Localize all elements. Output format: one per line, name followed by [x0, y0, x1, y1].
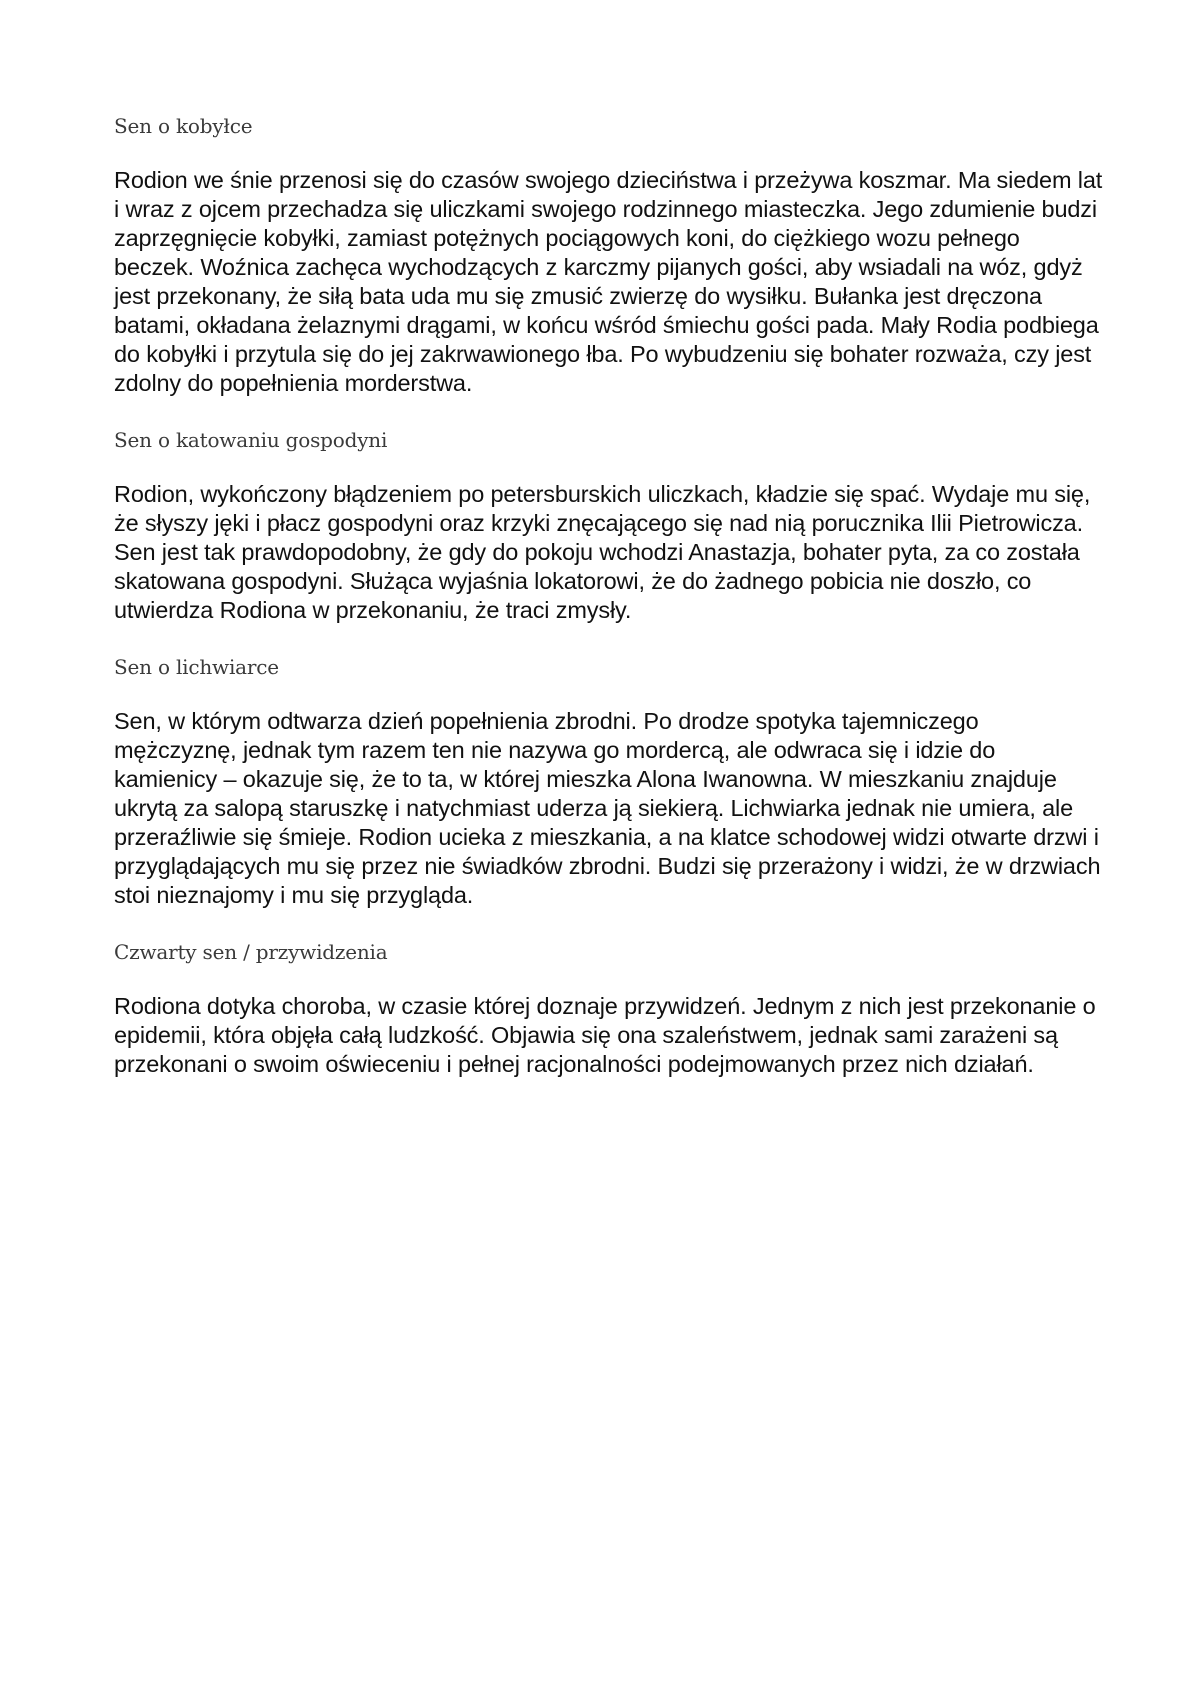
section-heading: Sen o katowaniu gospodyni	[114, 428, 388, 452]
section-sen-o-lichwiarce	[114, 653, 1104, 910]
section-czwarty-sen	[114, 938, 1104, 1079]
section-heading: Czwarty sen / przywidzenia	[114, 940, 388, 964]
document-content	[114, 112, 1104, 1107]
section-paragraph: Rodiona dotyka choroba, w czasie której doznaje przywidzeń. Jednym z nich jest przekonanie o epidemii, która objęła całą ludzkość. Objawia się ona szaleństwem, jednak sami zarażeni są przekonani o swoim oświeceniu i pełnej racjonalności podejmowanych przez nich działań.	[114, 993, 1096, 1077]
section-paragraph: Sen, w którym odtwarza dzień popełnienia zbrodni. Po drodze spotyka tajemniczego mężczyznę, jednak tym razem ten nie nazywa go mordercą, ale odwraca się i idzie do kamienicy – okazuje się, że to ta, w której mieszka Alona Iwanowna. W mieszkaniu znajduje ukrytą za salopą staruszkę i natychmiast uderza ją siekierą. Lichwiarka jednak nie umiera, ale przeraźliwie się śmieje. Rodion ucieka z mieszkania, a na klatce schodowej widzi otwarte drzwi i przyglądających mu się przez nie świadków zbrodni. Budzi się przerażony i widzi, że w drzwiach stoi nieznajomy i mu się przygląda.	[114, 708, 1101, 908]
section-sen-o-katowaniu-gospodyni	[114, 426, 1104, 625]
section-paragraph: Rodion, wykończony błądzeniem po petersburskich uliczkach, kładzie się spać. Wydaje mu się, że słyszy jęki i płacz gospodyni oraz krzyki znęcającego się nad nią porucznika Ilii Pietrowicza. Sen jest tak prawdopodobny, że gdy do pokoju wchodzi Anastazja, bohater pyta, za co została skatowana gospodyni. Służąca wyjaśnia lokatorowi, że do żadnego pobicia nie doszło, co utwierdza Rodiona w przekonaniu, że traci zmysły.	[114, 481, 1091, 623]
section-paragraph: Rodion we śnie przenosi się do czasów swojego dzieciństwa i przeżywa koszmar. Ma siedem lat i wraz z ojcem przechadza się uliczkami swojego rodzinnego miasteczka. Jego zdumienie budzi zaprzęgnięcie kobyłki, zamiast potężnych pociągowych koni, do ciężkiego wozu pełnego beczek. Woźnica zachęca wychodzących z karczmy pijanych gości, aby wsiadali na wóz, gdyż jest przekonany, że siłą bata uda mu się zmusić zwierzę do wysiłku. Bułanka jest dręczona batami, okładana żelaznymi drągami, w końcu wśród śmiechu gości pada. Mały Rodia podbiega do kobyłki i przytula się do jej zakrwawionego łba. Po wybudzeniu się bohater rozważa, czy jest zdolny do popełnienia morderstwa.	[114, 167, 1103, 396]
section-heading: Sen o kobyłce	[114, 114, 253, 138]
section-sen-o-kobylce	[114, 112, 1104, 398]
section-heading: Sen o lichwiarce	[114, 655, 279, 679]
